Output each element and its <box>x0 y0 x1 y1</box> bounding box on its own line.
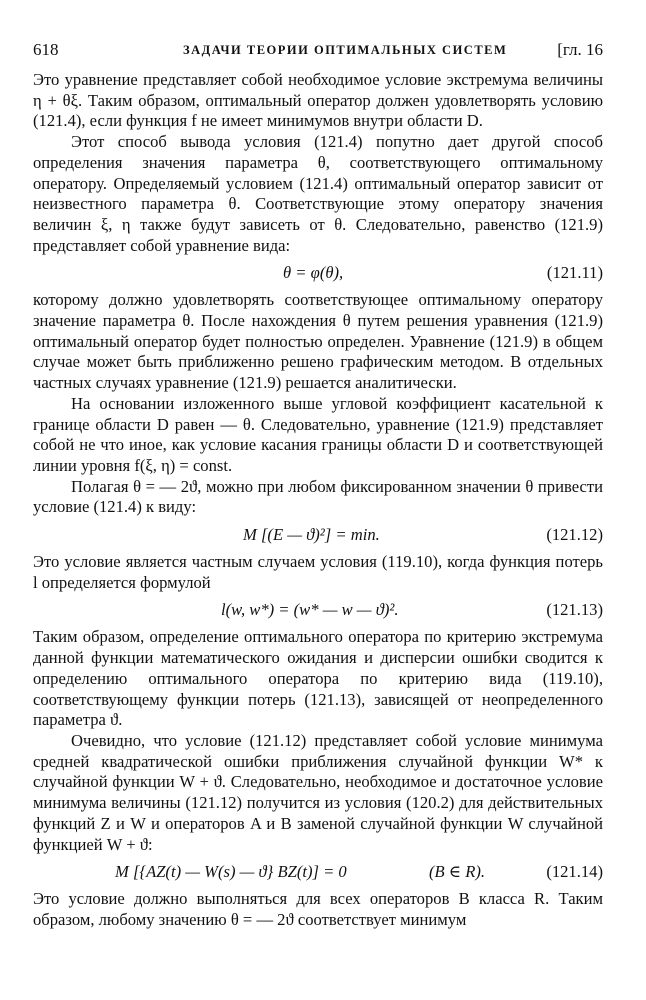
equation-expression: M [{AZ(t) — W(s) — ϑ} BZ(t)] = 0 <box>115 862 347 882</box>
page-header <box>33 40 603 64</box>
equation-expression: M [(E — ϑ)²] = min. <box>243 525 380 545</box>
equation-expression: θ = φ(θ), <box>283 263 344 283</box>
paragraph: Это условие должно выполняться для всех операторов B класса R. Таким образом, любому значению θ = — 2ϑ соответствует минимум <box>33 889 603 929</box>
paragraph: Очевидно, что условие (121.12) представляет собой условие минимума средней квадратической ошибки приближения случайной функции W* к случайной функции W + ϑ. Следовательно, необходимое и достаточное условие минимума величины (121.12) получится из условия (120.2) для действительных функций Z и W и операторов A и B заменой случайной функции W случайной функцией W + ϑ: <box>33 730 603 854</box>
paragraph: Таким образом, определение оптимального оператора по критерию экстремума данной функции математического ожидания и дисперсии ошибки сводится к определению оптимального оператора по критерию вида (119.10), соответствующему функции потерь (121.13), зависящей от неопределенного параметра ϑ. <box>33 627 603 730</box>
page-number: 618 <box>33 40 59 59</box>
paragraph: Полагая θ = — 2ϑ, можно при любом фиксированном значении θ привести условие (121.4) к виду: <box>33 476 603 517</box>
equation-121-14 <box>33 855 603 889</box>
equation-number: (121.13) <box>546 600 603 620</box>
paragraph: Это условие является частным случаем условия (119.10), когда функция потерь l определяется формулой <box>33 552 603 592</box>
paragraph: На основании изложенного выше угловой коэффициент касательной к границе области D равен — θ. Следовательно, уравнение (121.9) представляет собой не что иное, как условие касания границы области D и соответствующей линии уровня f(ξ, η) = const. <box>33 393 603 475</box>
equation-121-11 <box>33 256 603 290</box>
paragraph: Это уравнение представляет собой необходимое условие экстремума величины η + θξ. Таким образом, оптимальный оператор должен удовлетворять условию (121.4), если функция f не имеет минимумов внутри области D. <box>33 70 603 131</box>
paragraph: Этот способ вывода условия (121.4) попутно дает другой способ определения значения параметра θ, соответствующего оптимальному оператору. Определяемый условием (121.4) оптимальный оператор зависит от неизвестного параметра θ. Соответствующие этому оператору значения величин ξ, η также будут зависеть от θ. Следовательно, равенство (121.9) представляет собой уравнение вида: <box>33 132 603 255</box>
running-title: ЗАДАЧИ ТЕОРИИ ОПТИМАЛЬНЫХ СИСТЕМ <box>183 43 508 57</box>
equation-121-12 <box>33 518 603 552</box>
equation-condition: (B ∈ R). <box>429 862 486 882</box>
equation-expression: l(w, w*) = (w* — w — ϑ)². <box>221 600 399 620</box>
paragraph: которому должно удовлетворять соответствующее оптимальному оператору значение параметра θ. После нахождения θ путем решения уравнения (121.9) оптимальный оператор будет полностью определен. Уравнение (121.9) в общем случае может быть приближенно решено графическим методом. В отдельных частных случаях уравнение (121.9) решается аналитически. <box>33 290 603 393</box>
equation-number: (121.14) <box>546 862 603 882</box>
page-body <box>33 70 603 931</box>
equation-number: (121.11) <box>546 263 603 283</box>
equation-121-13 <box>33 593 603 627</box>
equation-number: (121.12) <box>546 525 603 545</box>
chapter-label: [гл. 16 <box>557 40 603 59</box>
